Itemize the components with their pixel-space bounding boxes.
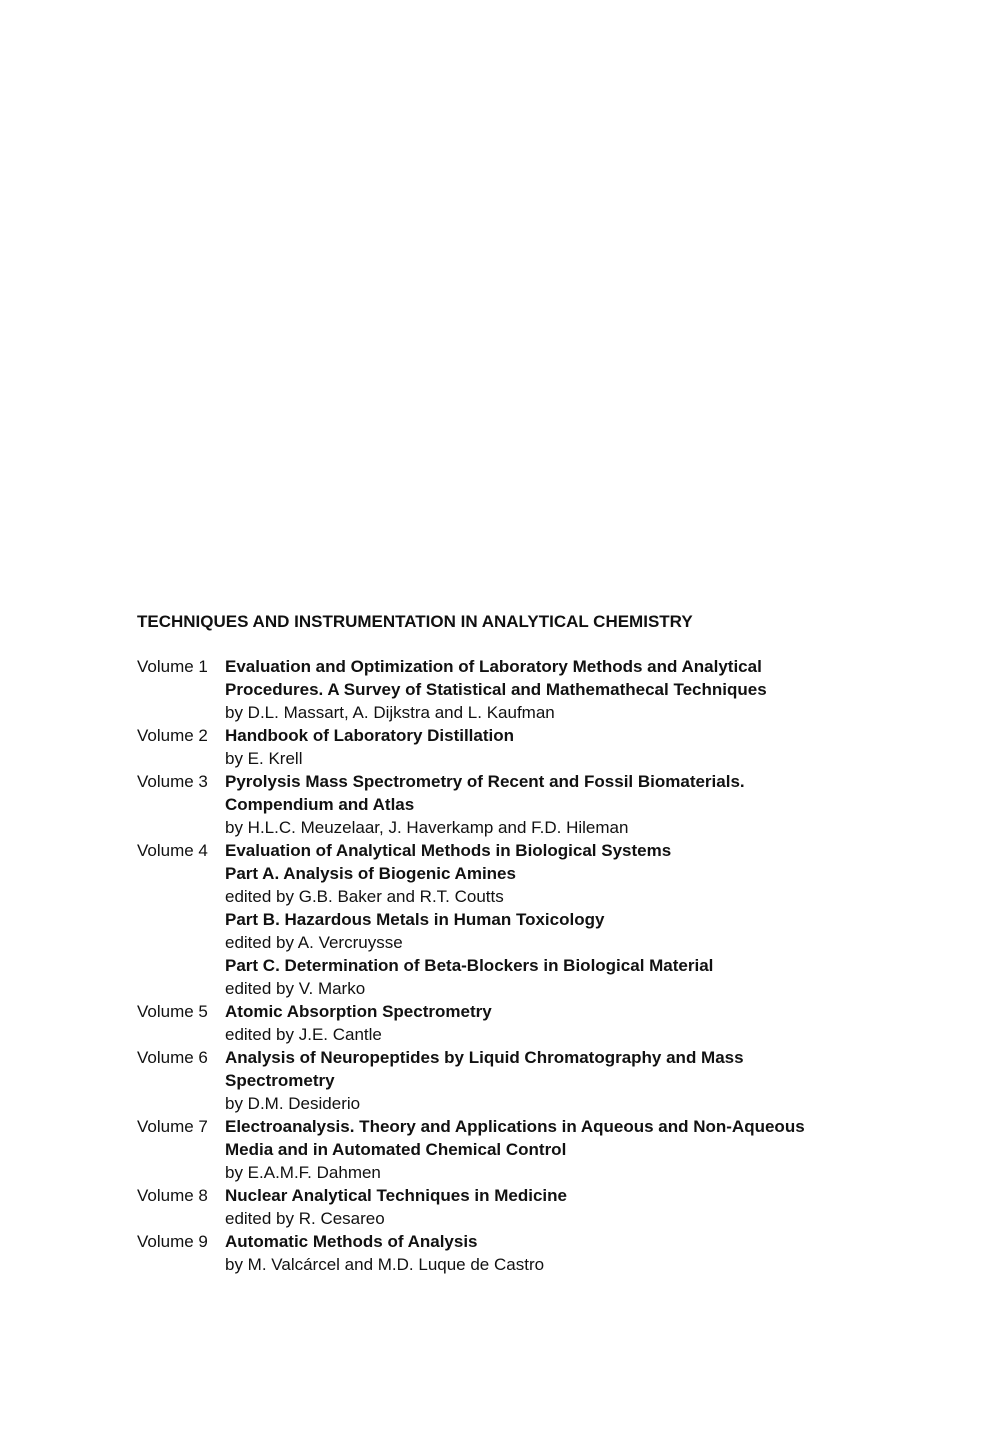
- volume-title-line: Evaluation of Analytical Methods in Biological Systems: [225, 841, 672, 860]
- volume-credit: by E. Krell: [225, 749, 303, 768]
- volume-credit: by D.M. Desiderio: [225, 1094, 361, 1113]
- volume-title-line: Automatic Methods of Analysis: [225, 1232, 478, 1251]
- series-list: [137, 610, 937, 1276]
- volume-title: [225, 1115, 937, 1161]
- volume-label: Volume 4: [137, 841, 208, 860]
- series-title: TECHNIQUES AND INSTRUMENTATION IN ANALYTICAL CHEMISTRY: [137, 612, 693, 631]
- volume-title-line: Evaluation and Optimization of Laboratory Methods and Analytical: [225, 657, 762, 676]
- volume-title-line: Pyrolysis Mass Spectrometry of Recent and Fossil Biomaterials.: [225, 772, 745, 791]
- volume-label: Volume 1: [137, 657, 208, 676]
- volume-body: [225, 1000, 937, 1046]
- part-title: Part A. Analysis of Biogenic Amines: [225, 864, 516, 883]
- volume-title: [225, 655, 937, 701]
- volume-label: Volume 3: [137, 772, 208, 791]
- volume-credit: by M. Valcárcel and M.D. Luque de Castro: [225, 1255, 545, 1274]
- volume-body: [225, 724, 937, 770]
- volume-label: Volume 8: [137, 1186, 208, 1205]
- volume-title-line: Spectrometry: [225, 1071, 335, 1090]
- volume-title-line: Procedures. A Survey of Statistical and Mathemathecal Techniques: [225, 680, 767, 699]
- volume-title: [225, 1046, 937, 1092]
- volume-body: [225, 839, 937, 1000]
- volume-credit: by D.L. Massart, A. Dijkstra and L. Kaufman: [225, 703, 555, 722]
- volume-label: Volume 2: [137, 726, 208, 745]
- volume-body: [225, 770, 937, 839]
- part-credit: edited by A. Vercruysse: [225, 933, 403, 952]
- volume-body: [225, 1115, 937, 1184]
- volume-label: Volume 7: [137, 1117, 208, 1136]
- volume-credit: edited by R. Cesareo: [225, 1209, 385, 1228]
- volume-title-line: Handbook of Laboratory Distillation: [225, 726, 515, 745]
- part-credit: edited by G.B. Baker and R.T. Coutts: [225, 887, 504, 906]
- volume-entry: [137, 1184, 937, 1230]
- volume-label: Volume 9: [137, 1232, 208, 1251]
- volume-credit: by E.A.M.F. Dahmen: [225, 1163, 381, 1182]
- part-credit: edited by V. Marko: [225, 979, 366, 998]
- volume-title: [225, 1230, 937, 1253]
- volume-credit: edited by J.E. Cantle: [225, 1025, 382, 1044]
- volume-title-line: Analysis of Neuropeptides by Liquid Chromatography and Mass: [225, 1048, 744, 1067]
- volume-title: [225, 1000, 937, 1023]
- volume-label: Volume 5: [137, 1002, 208, 1021]
- volume-title-line: Electroanalysis. Theory and Applications in Aqueous and Non-Aqueous: [225, 1117, 805, 1136]
- volume-entry: [137, 1000, 937, 1046]
- volume-title-line: Atomic Absorption Spectrometry: [225, 1002, 492, 1021]
- volume-entry: [137, 770, 937, 839]
- volume-entry: [137, 655, 937, 724]
- volume-entry: [137, 724, 937, 770]
- volume-entry: [137, 839, 937, 1000]
- volume-title: [225, 770, 937, 816]
- volume-entry: [137, 1115, 937, 1184]
- part-title: Part B. Hazardous Metals in Human Toxicology: [225, 910, 605, 929]
- volume-title-line: Compendium and Atlas: [225, 795, 415, 814]
- volume-title-line: Media and in Automated Chemical Control: [225, 1140, 567, 1159]
- volume-body: [225, 1046, 937, 1115]
- volume-body: [225, 1230, 937, 1276]
- volume-body: [225, 655, 937, 724]
- volume-body: [225, 1184, 937, 1230]
- volume-title: [225, 1184, 937, 1207]
- volume-entry: [137, 1230, 937, 1276]
- volume-title-line: Nuclear Analytical Techniques in Medicine: [225, 1186, 567, 1205]
- part-title: Part C. Determination of Beta-Blockers in Biological Material: [225, 956, 714, 975]
- volume-title: [225, 724, 937, 747]
- volume-credit: by H.L.C. Meuzelaar, J. Haverkamp and F.D. Hileman: [225, 818, 629, 837]
- volume-title: [225, 839, 937, 862]
- volume-label: Volume 6: [137, 1048, 208, 1067]
- volume-entry: [137, 1046, 937, 1115]
